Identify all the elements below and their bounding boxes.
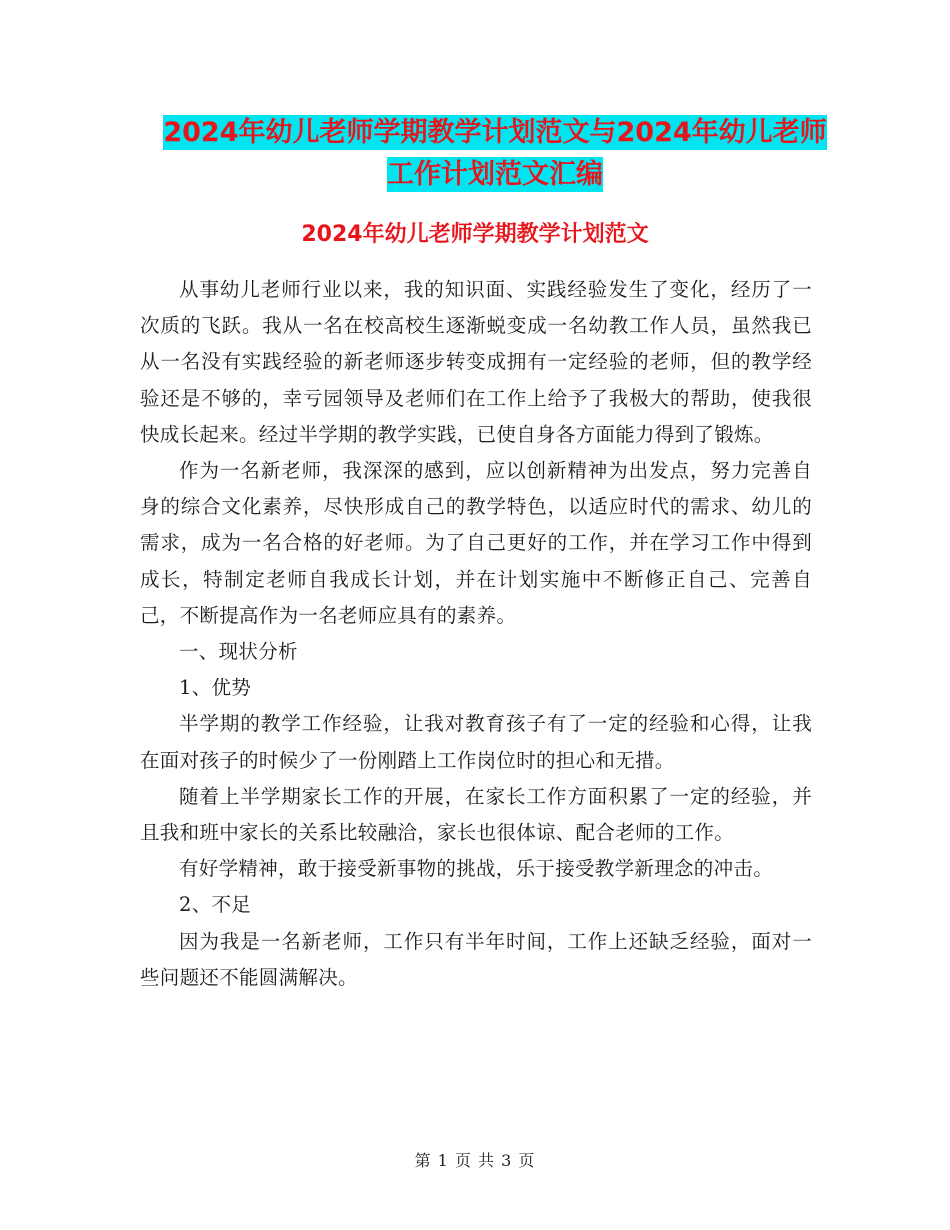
paragraph: 半学期的教学工作经验，让我对教育孩子有了一定的经验和心得，让我在面对孩子的时候少了一份刚踏上工作岗位时的担心和无措。: [140, 712, 812, 772]
section-title: 2024年幼儿老师学期教学计划范文: [301, 222, 649, 247]
paragraph: 随着上半学期家长工作的开展，在家长工作方面积累了一定的经验，并且我和班中家长的关系比较融洽，家长也很体谅、配合老师的工作。: [140, 784, 812, 845]
document-title: [140, 112, 850, 196]
heading-status-analysis: 一、现状分析: [179, 640, 298, 664]
paragraph: 从事幼儿老师行业以来，我的知识面、实践经验发生了变化，经历了一次质的飞跃。我从一名在校高校生逐渐蜕变成一名幼教工作人员，虽然我已从一名没有实践经验的新老师逐步转变成拥有一定经验的老师，但的教学经验还是不够的，幸亏园领导及老师们在工作上给予了我极大的帮助，使我很快成长起来。经过半学期的教学实践，已使自身各方面能力得到了锻炼。: [140, 278, 812, 446]
title-line-1: 2024年幼儿老师学期教学计划范文与2024年幼儿老师: [163, 117, 827, 148]
page-footer: 第 1 页 共 3 页: [414, 1151, 536, 1170]
title-line-2: 工作计划范文汇编: [387, 159, 603, 190]
paragraph: 有好学精神，敢于接受新事物的挑战，乐于接受教学新理念的冲击。: [179, 857, 774, 881]
heading-weaknesses: 2、不足: [179, 893, 252, 917]
heading-strengths: 1、优势: [179, 676, 252, 700]
paragraph: 因为我是一名新老师，工作只有半年时间，工作上还缺乏经验，面对一些问题还不能圆满解决。: [140, 929, 812, 989]
paragraph: 作为一名新老师，我深深的感到，应以创新精神为出发点，努力完善自身的综合文化素养，尽快形成自己的教学特色，以适应时代的需求、幼儿的需求，成为一名合格的好老师。为了自己更好的工作，并在学习工作中得到成长，特制定老师自我成长计划，并在计划实施中不断修正自己、完善自己，不断提高作为一名老师应具有的素养。: [140, 459, 812, 627]
document-body: [140, 272, 812, 996]
